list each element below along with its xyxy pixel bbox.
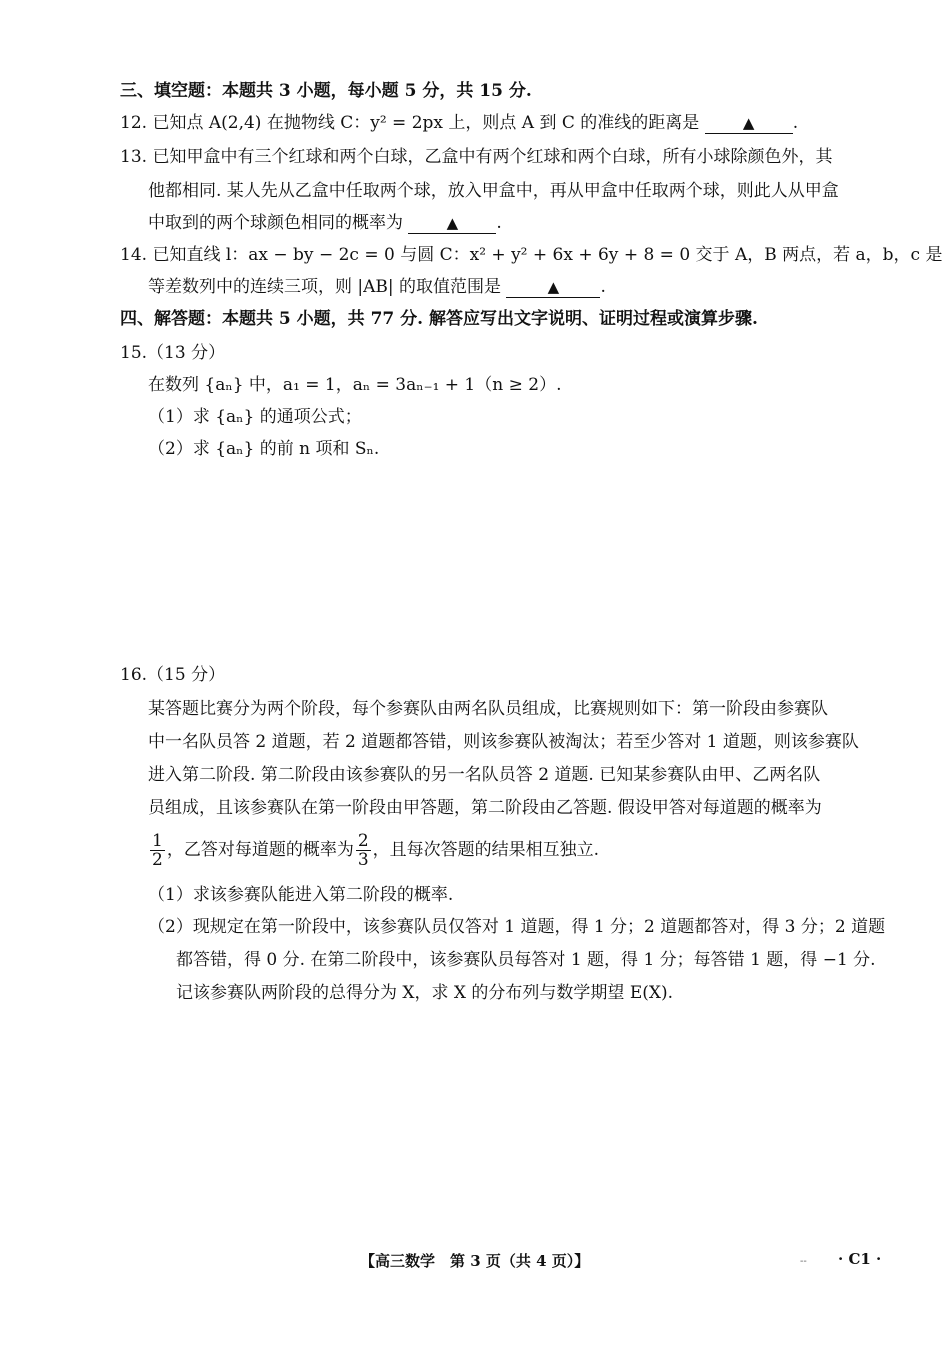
question-14-tail: . xyxy=(600,277,606,297)
answer-blank-14 xyxy=(506,277,600,298)
question-13-tail: . xyxy=(496,213,502,233)
question-16-part-2-line-3: 记该参赛队两阶段的总得分为 X，求 X 的分布列与数学期望 E(X). xyxy=(176,983,673,1003)
question-15-part-1: （1）求 {aₙ} 的通项公式； xyxy=(148,407,362,427)
question-13-line-2: 他都相同. 某人先从乙盒中任取两个球，放入甲盒中，再从甲盒中任取两个球，则此人从甲盒 xyxy=(148,181,839,201)
question-15-stem: 在数列 {aₙ} 中，a₁ = 1，aₙ = 3aₙ₋₁ + 1（n ≥ 2）. xyxy=(148,375,562,395)
fraction-numerator: 2 xyxy=(357,831,369,851)
fraction-one-half xyxy=(150,832,165,869)
page-code: · C1 · xyxy=(838,1250,882,1268)
question-14-line-2 xyxy=(148,274,606,300)
question-13-text: 中取到的两个球颜色相同的概率为 xyxy=(148,213,403,233)
question-16-line-4: 员组成，且该参赛队在第一阶段由甲答题，第二阶段由乙答题. 假设甲答对每道题的概率为 xyxy=(148,798,822,818)
fraction-denominator: 2 xyxy=(152,850,163,870)
page-footer-label: 【高三数学 第 3 页（共 4 页）】 xyxy=(360,1252,590,1270)
answer-blank-13 xyxy=(408,213,496,234)
question-12-tail: . xyxy=(792,113,799,133)
question-16-line-3: 进入第二阶段. 第二阶段由该参赛队的另一名队员答 2 道题. 已知某参赛队由甲、乙两名队 xyxy=(148,765,821,785)
question-14-text: 等差数列中的连续三项，则 |AB| 的取值范围是 xyxy=(148,277,502,297)
section-3-heading: 三、填空题：本题共 3 小题，每小题 5 分，共 15 分. xyxy=(120,81,532,101)
question-15-part-2: （2）求 {aₙ} 的前 n 项和 Sₙ. xyxy=(148,439,380,459)
answer-blank-12 xyxy=(705,113,793,134)
question-16-line-5 xyxy=(148,830,599,870)
footer-mark: -- xyxy=(800,1256,807,1267)
question-14-line-1: 14. 已知直线 l：ax − by − 2c = 0 与圆 C：x² + y² + 6x + 6y + 8 = 0 交于 A，B 两点，若 a，b，c 是 xyxy=(120,245,943,265)
triangle-icon: ▲ xyxy=(742,114,755,132)
question-16-part-2-line-2: 都答错，得 0 分. 在第二阶段中，该参赛队员每答对 1 题，得 1 分；每答错 1 题，得 −1 分. xyxy=(176,950,876,970)
question-16-line-1: 某答题比赛分为两个阶段，每个参赛队由两名队员组成，比赛规则如下：第一阶段由参赛队 xyxy=(148,699,828,719)
question-16-text-tail: ，且每次答题的结果相互独立. xyxy=(372,840,600,860)
fraction-numerator: 1 xyxy=(152,831,163,851)
question-16-title: 16.（15 分） xyxy=(120,665,226,685)
question-13-line-3 xyxy=(148,210,502,236)
question-12-text: 12. 已知点 A(2,4) 在抛物线 C：y² = 2px 上，则点 A 到 C 的准线的距离是 xyxy=(120,113,700,133)
section-4-heading: 四、解答题：本题共 5 小题，共 77 分. 解答应写出文字说明、证明过程或演算步骤. xyxy=(120,309,758,329)
fraction-denominator: 3 xyxy=(357,850,369,870)
triangle-icon: ▲ xyxy=(547,278,560,296)
question-16-line-2: 中一名队员答 2 道题，若 2 道题都答错，则该参赛队被淘汰；若至少答对 1 道题，则该参赛队 xyxy=(148,732,859,752)
question-13-line-1: 13. 已知甲盒中有三个红球和两个白球，乙盒中有两个红球和两个白球，所有小球除颜色外，其 xyxy=(120,147,833,167)
question-12 xyxy=(120,110,798,136)
question-16-part-2-line-1: （2）现规定在第一阶段中，该参赛队员仅答对 1 道题，得 1 分；2 道题都答对，得 3 分；2 道题 xyxy=(148,917,886,937)
question-16-text-mid: ，乙答对每道题的概率为 xyxy=(166,840,354,860)
triangle-icon: ▲ xyxy=(446,214,459,232)
question-15-title: 15.（13 分） xyxy=(120,343,226,363)
question-16-part-1: （1）求该参赛队能进入第二阶段的概率. xyxy=(148,885,454,905)
fraction-two-thirds xyxy=(356,832,371,869)
